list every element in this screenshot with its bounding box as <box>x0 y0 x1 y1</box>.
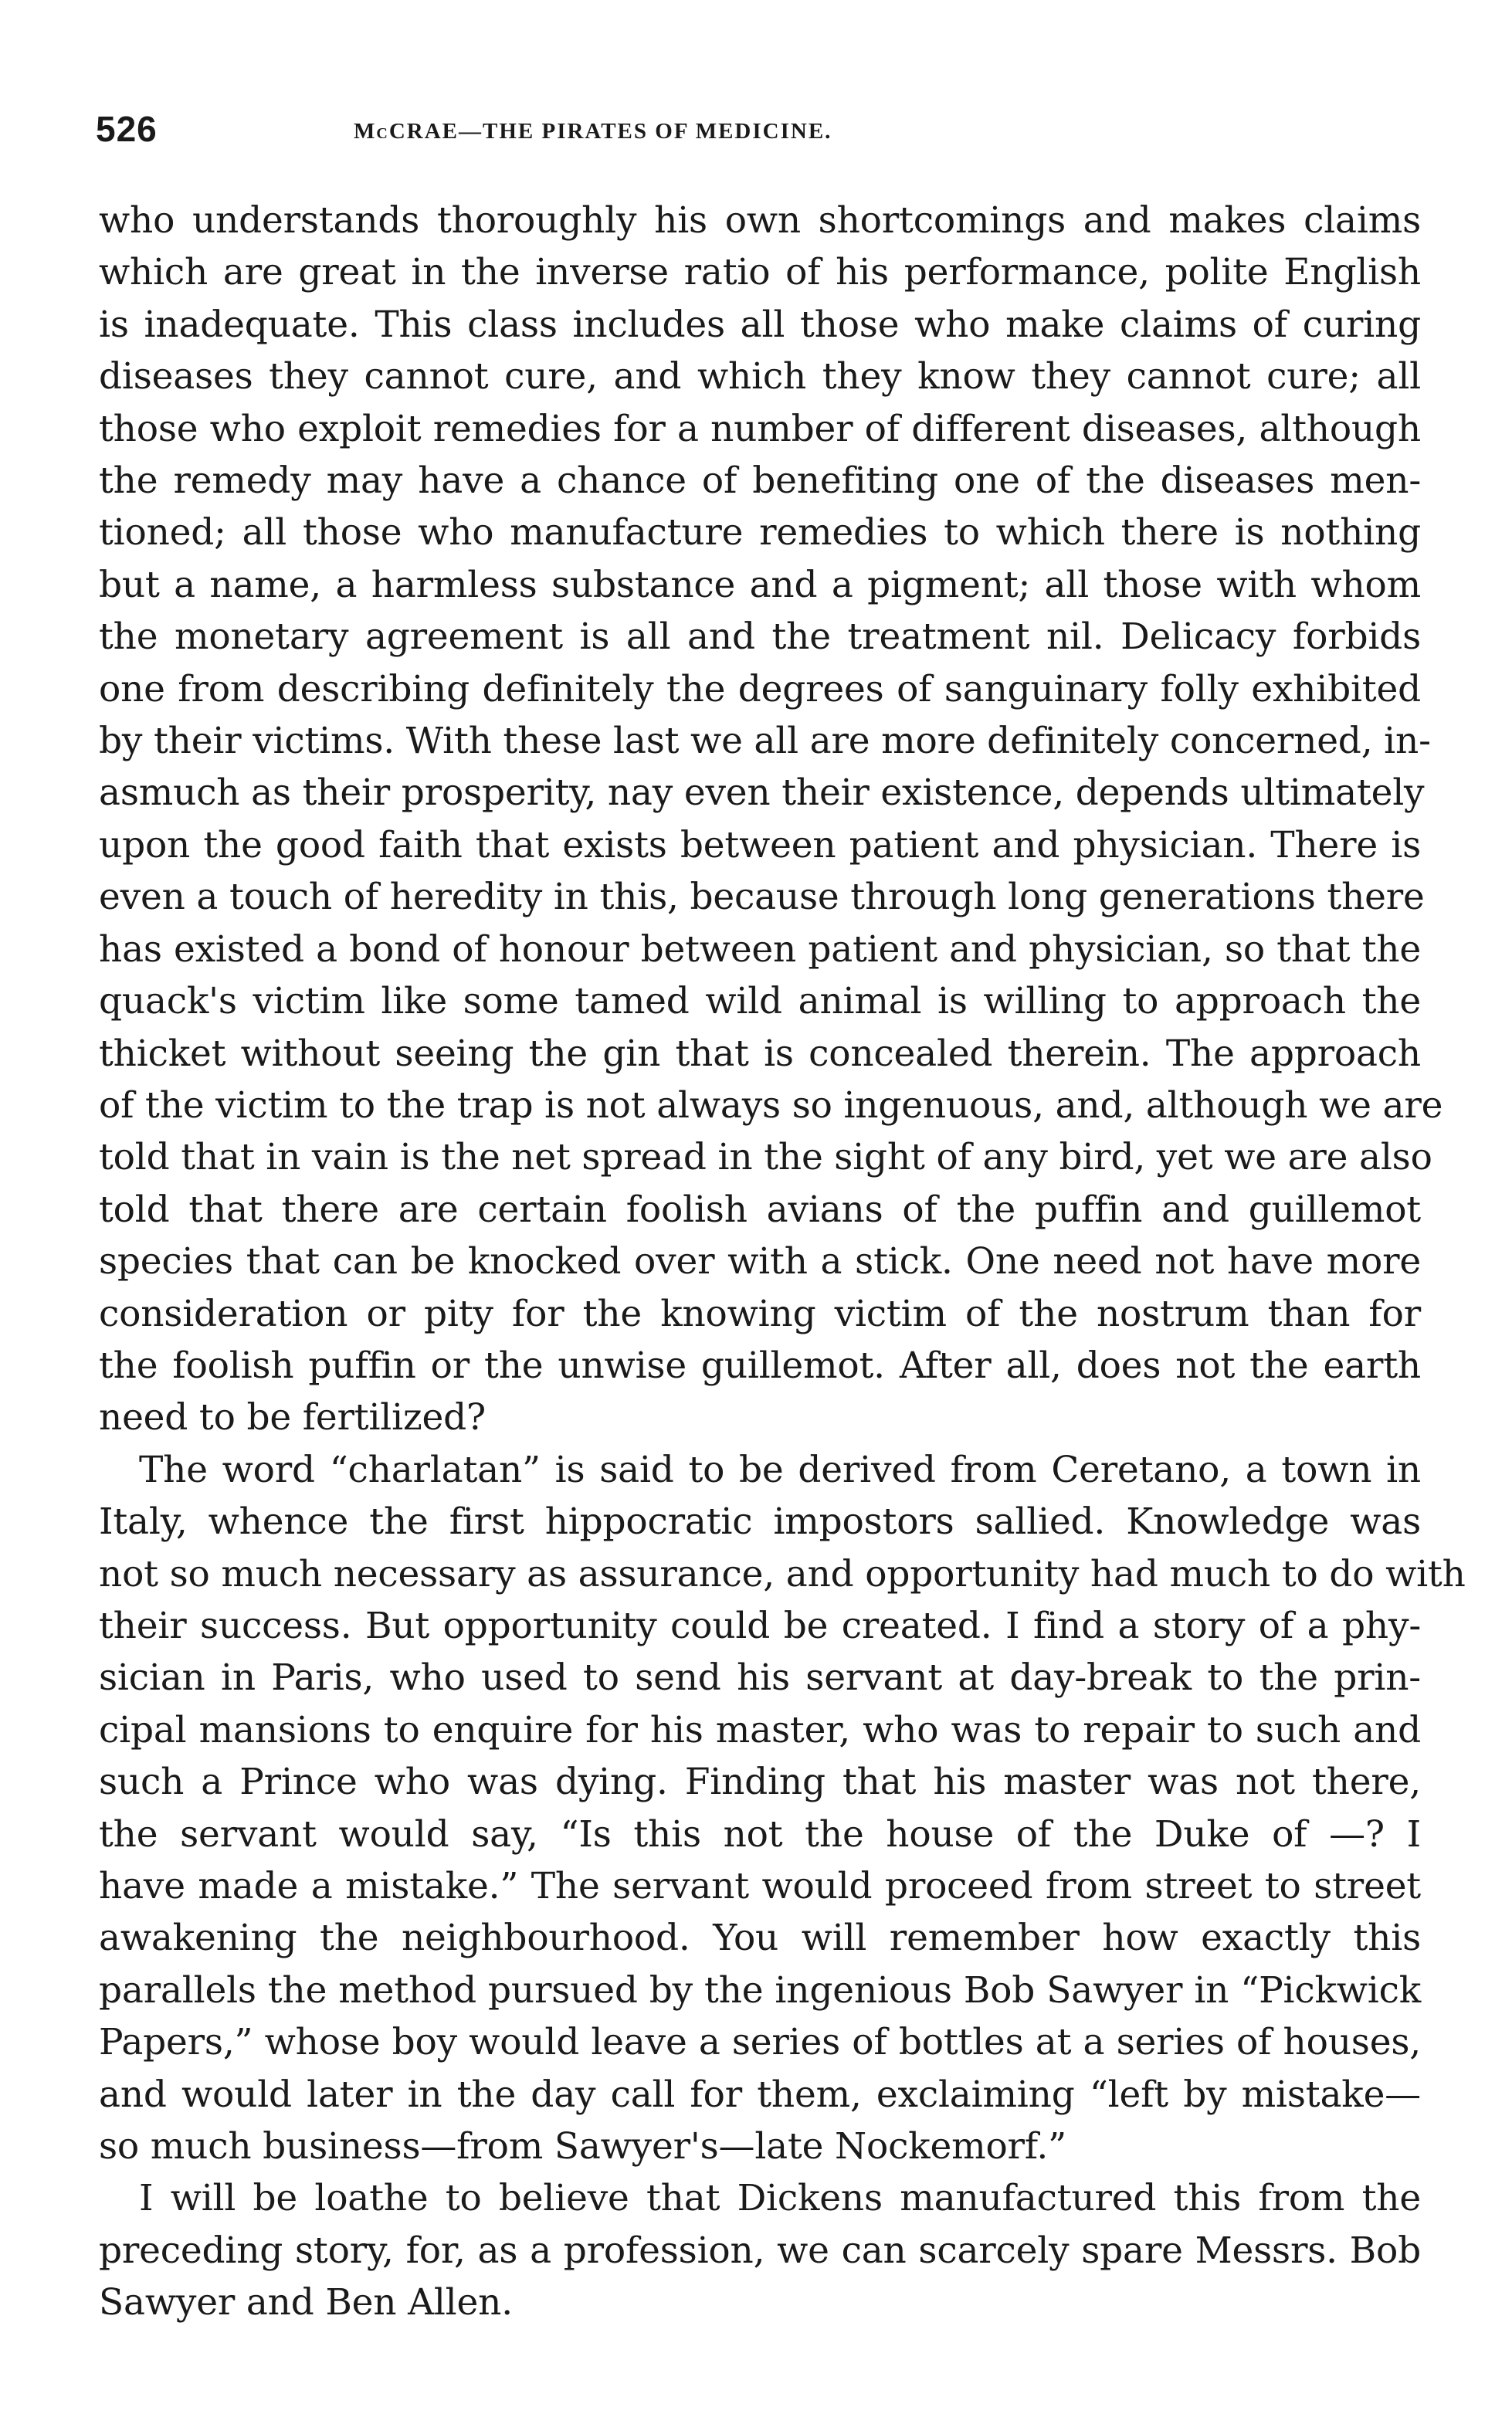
paragraph <box>99 1444 1466 2173</box>
paragraph <box>99 195 1443 1444</box>
text-line: Sawyer and Ben Allen. <box>99 2281 513 2324</box>
text-line: preceding story, for, as a profession, we can scarcely spare Messrs. Bob <box>99 2229 1421 2272</box>
text-line: but a name, a harmless substance and a pigment; all those with whom <box>99 563 1421 606</box>
text-line: even a touch of heredity in this, because through long generations there <box>99 876 1425 919</box>
text-line: quack's victim like some tamed wild animal is willing to approach the <box>99 980 1421 1023</box>
page <box>96 100 1466 2329</box>
text-line: the monetary agreement is all and the treatment nil. Delicacy forbids <box>99 615 1421 659</box>
body-text <box>99 195 1466 2329</box>
text-line: tioned; all those who manufacture remedies to which there is nothing <box>99 511 1421 554</box>
running-head: McCRAE—THE PIRATES OF MEDICINE. <box>354 119 832 144</box>
text-line: and would later in the day call for them, exclaiming “left by mistake— <box>99 2073 1421 2116</box>
text-line: is inadequate. This class includes all those who make claims of curing <box>99 303 1421 346</box>
text-line: sician in Paris, who used to send his servant at day-break to the prin- <box>99 1656 1421 1700</box>
paragraph <box>99 2172 1421 2328</box>
text-line: diseases they cannot cure, and which they know they cannot cure; all <box>99 355 1421 398</box>
text-line: such a Prince who was dying. Finding that his master was not there, <box>99 1761 1421 1804</box>
text-line: the servant would say, “Is this not the house of the Duke of —? I <box>99 1812 1421 1856</box>
text-line: told that in vain is the net spread in the sight of any bird, yet we are also <box>99 1136 1432 1179</box>
text-line: not so much necessary as assurance, and opportunity had much to do with <box>99 1552 1466 1595</box>
text-line: those who exploit remedies for a number of different diseases, although <box>99 407 1421 450</box>
text-line: awakening the neighbourhood. You will remember how exactly this <box>99 1917 1421 1960</box>
text-line: their success. But opportunity could be created. I find a story of a phy- <box>99 1604 1421 1647</box>
text-line: Italy, whence the first hippocratic impostors sallied. Knowledge was <box>99 1500 1421 1544</box>
text-line: so much business—from Sawyer's—late Nockemorf.” <box>99 2125 1066 2168</box>
text-line: who understands thoroughly his own shortcomings and makes claims <box>99 199 1421 242</box>
text-line: upon the good faith that exists between patient and physician. There is <box>99 823 1421 866</box>
page-header <box>96 100 1421 170</box>
text-line: cipal mansions to enquire for his master, who was to repair to such and <box>99 1708 1421 1751</box>
text-line: has existed a bond of honour between patient and physician, so that the <box>99 927 1421 971</box>
text-line: thicket without seeing the gin that is concealed therein. The approach <box>99 1032 1421 1075</box>
text-line: one from describing definitely the degrees of sanguinary folly exhibited <box>99 667 1421 710</box>
text-line: told that there are certain foolish avians of the puffin and guillemot <box>99 1188 1421 1231</box>
text-line: the foolish puffin or the unwise guillemot. After all, does not the earth <box>99 1344 1421 1387</box>
text-line: of the victim to the trap is not always so ingenuous, and, although we are <box>99 1083 1443 1127</box>
text-line: need to be fertilized? <box>99 1396 486 1439</box>
text-line: by their victims. With these last we all are more definitely concerned, in- <box>99 720 1431 763</box>
text-line: have made a mistake.” The servant would proceed from street to street <box>99 1865 1421 1907</box>
text-line: asmuch as their prosperity, nay even their existence, depends ultimately <box>99 771 1425 815</box>
text-line: I will be loathe to believe that Dickens manufactured this from the <box>139 2177 1421 2220</box>
text-line: which are great in the inverse ratio of his performance, polite English <box>99 251 1421 294</box>
page-number: 526 <box>96 109 158 149</box>
text-line: the remedy may have a chance of benefiting one of the diseases men- <box>99 459 1421 503</box>
text-line: species that can be knocked over with a stick. One need not have more <box>99 1240 1421 1283</box>
text-line: parallels the method pursued by the ingenious Bob Sawyer in “Pickwick <box>99 1968 1421 2012</box>
text-line: consideration or pity for the knowing victim of the nostrum than for <box>99 1292 1421 1335</box>
text-line: The word “charlatan” is said to be derived from Ceretano, a town in <box>139 1448 1421 1491</box>
text-line: Papers,” whose boy would leave a series of bottles at a series of houses, <box>99 2021 1421 2064</box>
